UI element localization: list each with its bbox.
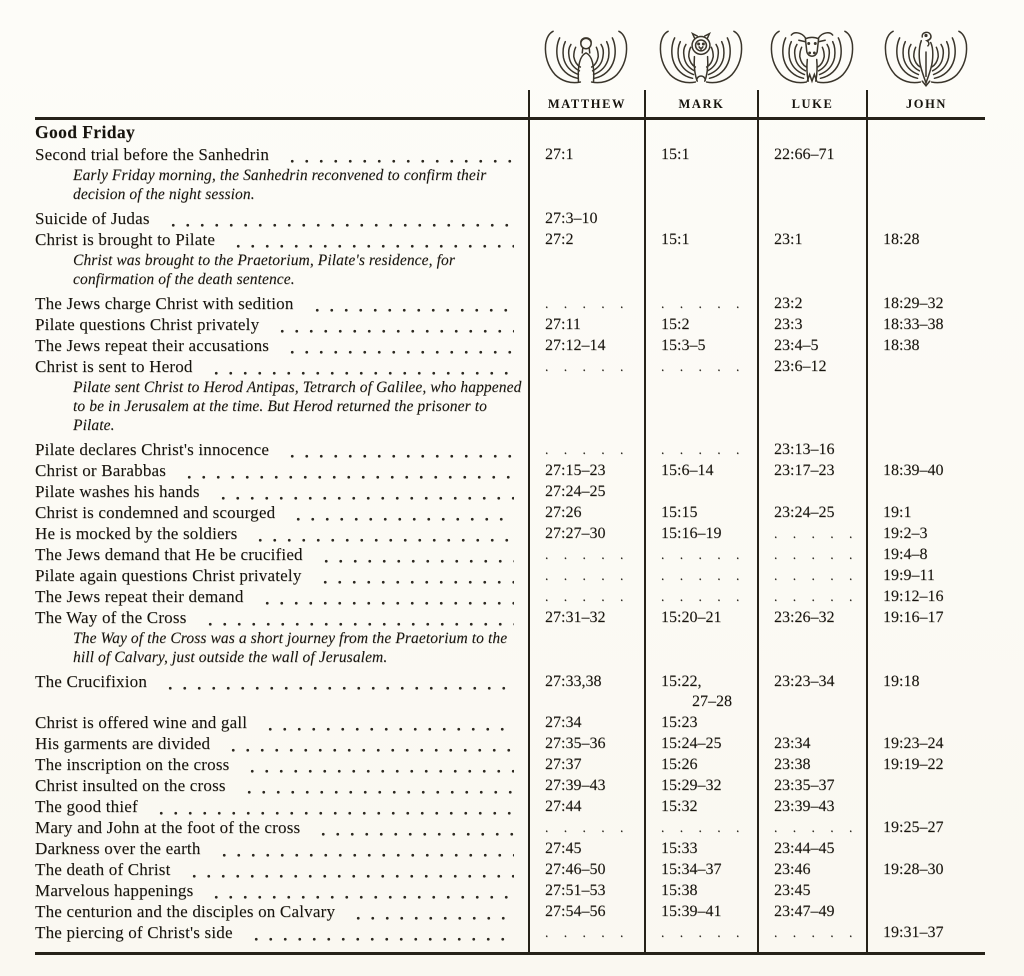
ref-john [866, 712, 985, 733]
event-title: His garments are divided [35, 734, 211, 753]
dot-leader [224, 733, 514, 754]
ref-john [866, 880, 985, 901]
ref-matthew: 27:24–25 [528, 481, 644, 502]
event-title: Christ or Barabbas [35, 461, 167, 480]
ref-luke: 23:3 [757, 314, 866, 335]
ref-matthew [528, 165, 644, 208]
ref-luke: 23:1 [757, 229, 866, 250]
dot-leader [261, 712, 514, 733]
ref-luke: 23:35–37 [757, 775, 866, 796]
ref-luke: 23:24–25 [757, 502, 866, 523]
ref-luke: 23:23–34 [757, 671, 866, 692]
evangelist-icons-row [35, 22, 985, 90]
event-title: Christ insulted on the cross [35, 776, 226, 795]
column-label-matthew: MATTHEW [528, 90, 644, 117]
ref-mark: 15:29–32 [644, 775, 757, 796]
event-title: Marvelous happenings [35, 881, 194, 900]
ref-matthew: . . . . . [528, 356, 644, 377]
event-title: The centurion and the disciples on Calvary [35, 902, 336, 921]
table-row [35, 628, 985, 671]
table-row [35, 880, 985, 901]
ref-luke [757, 208, 866, 229]
ref-matthew: 27:34 [528, 712, 644, 733]
ref-john [866, 838, 985, 859]
ref-john: 19:9–11 [866, 565, 985, 586]
event-title: The Jews charge Christ with sedition [35, 294, 294, 313]
ref-john [866, 165, 985, 208]
dot-leader [201, 607, 514, 628]
table-row [35, 712, 985, 733]
dot-leader [214, 481, 514, 502]
dot-leader [308, 293, 514, 314]
ref-john [866, 796, 985, 817]
ref-mark: 15:20–21 [644, 607, 757, 628]
event-title: Suicide of Judas [35, 209, 150, 228]
ref-john: 18:39–40 [866, 460, 985, 481]
dot-leader [316, 565, 514, 586]
column-label-luke: LUKE [757, 90, 866, 117]
gospel-harmony-table [35, 22, 985, 955]
event-title: The Way of the Cross [35, 608, 187, 627]
event-title: Darkness over the earth [35, 839, 201, 858]
dot-leader [283, 335, 514, 356]
ref-mark: . . . . . [644, 817, 757, 838]
ref-matthew: 27:31–32 [528, 607, 644, 628]
ref-john: 19:18 [866, 671, 985, 692]
table-row [35, 208, 985, 229]
table-row [35, 250, 985, 293]
winged-lion-icon [644, 29, 757, 90]
table-row [35, 859, 985, 880]
ref-mark [644, 120, 757, 144]
ref-john: 18:28 [866, 229, 985, 250]
table-row [35, 502, 985, 523]
dot-leader [289, 502, 514, 523]
ref-mark: 15:3–5 [644, 335, 757, 356]
ref-luke: 22:66–71 [757, 144, 866, 165]
ref-luke [757, 120, 866, 144]
ref-matthew [528, 120, 644, 144]
ref-matthew: 27:11 [528, 314, 644, 335]
ref-luke [757, 628, 866, 671]
ref-luke: 23:13–16 [757, 439, 866, 460]
ref-luke [757, 712, 866, 733]
ref-matthew: 27:35–36 [528, 733, 644, 754]
ref-john [866, 144, 985, 165]
table-row [35, 838, 985, 859]
ref-matthew: . . . . . [528, 586, 644, 607]
table-row [35, 775, 985, 796]
dot-leader [349, 901, 514, 922]
ref-mark: 15:15 [644, 502, 757, 523]
ref-mark: 15:1 [644, 229, 757, 250]
table-row [35, 314, 985, 335]
ref-mark: . . . . . [644, 586, 757, 607]
ref-john: 18:29–32 [866, 293, 985, 314]
event-title: Pilate declares Christ's innocence [35, 440, 270, 459]
event-title: The good thief [35, 797, 138, 816]
ref-john: 19:23–24 [866, 733, 985, 754]
table-row [35, 796, 985, 817]
ref-mark: 15:22, [644, 671, 757, 692]
ref-john [866, 692, 985, 712]
event-title: Mary and John at the foot of the cross [35, 818, 301, 837]
table-row [35, 901, 985, 922]
ref-john: 19:28–30 [866, 859, 985, 880]
table-footer-spacer [35, 943, 985, 952]
ref-mark: . . . . . [644, 439, 757, 460]
ref-matthew: 27:33,38 [528, 671, 644, 692]
ref-john: 19:12–16 [866, 586, 985, 607]
ref-mark: 15:38 [644, 880, 757, 901]
ref-mark: 15:34–37 [644, 859, 757, 880]
ref-john: 19:1 [866, 502, 985, 523]
dot-leader [207, 880, 514, 901]
ref-john [866, 120, 985, 144]
ref-john [866, 481, 985, 502]
table-frame [35, 120, 985, 955]
ref-matthew: 27:12–14 [528, 335, 644, 356]
ref-luke: 23:26–32 [757, 607, 866, 628]
note-text: Pilate sent Christ to Herod Antipas, Tetrarch of Galilee, who happened to be in Jerusalem at the time. But Herod returned the prisoner to Pilate. [73, 379, 522, 434]
ref-john [866, 356, 985, 377]
event-title: Pilate washes his hands [35, 482, 200, 501]
ref-luke [757, 165, 866, 208]
winged-man-icon [528, 29, 644, 90]
ref-luke: 23:4–5 [757, 335, 866, 356]
ref-luke: . . . . . [757, 817, 866, 838]
ref-mark: 15:23 [644, 712, 757, 733]
ref-matthew: . . . . . [528, 293, 644, 314]
dot-leader [229, 229, 514, 250]
event-title: The Jews repeat their accusations [35, 336, 270, 355]
ref-matthew: 27:45 [528, 838, 644, 859]
table-row [35, 229, 985, 250]
ref-mark: 15:24–25 [644, 733, 757, 754]
ref-matthew: 27:44 [528, 796, 644, 817]
event-title: The death of Christ [35, 860, 171, 879]
ref-john: 18:38 [866, 335, 985, 356]
dot-leader [283, 439, 514, 460]
dot-leader [180, 460, 514, 481]
column-label-john: JOHN [866, 90, 985, 117]
dot-leader [240, 775, 514, 796]
dot-leader [247, 922, 514, 943]
table-row [35, 120, 985, 144]
table-row [35, 692, 985, 712]
ref-mark: . . . . . [644, 565, 757, 586]
table-row [35, 544, 985, 565]
table-row [35, 671, 985, 692]
table-row [35, 733, 985, 754]
ref-matthew: . . . . . [528, 544, 644, 565]
ref-matthew: . . . . . [528, 565, 644, 586]
table-row [35, 481, 985, 502]
ref-luke: 23:38 [757, 754, 866, 775]
ref-mark: 15:6–14 [644, 460, 757, 481]
winged-ox-icon [757, 29, 866, 90]
ref-mark: 15:2 [644, 314, 757, 335]
section-title: Good Friday [35, 122, 136, 142]
ref-matthew: 27:15–23 [528, 460, 644, 481]
ref-matthew: 27:39–43 [528, 775, 644, 796]
dot-leader [273, 314, 514, 335]
event-title: The piercing of Christ's side [35, 923, 233, 942]
eagle-icon [866, 29, 985, 90]
ref-mark [644, 165, 757, 208]
ref-john: 18:33–38 [866, 314, 985, 335]
ref-matthew: 27:46–50 [528, 859, 644, 880]
table-body [35, 120, 985, 943]
dot-leader [207, 356, 514, 377]
ref-john: 19:4–8 [866, 544, 985, 565]
ref-mark [644, 628, 757, 671]
event-title: The Jews demand that He be crucified [35, 545, 303, 564]
ref-john: 19:16–17 [866, 607, 985, 628]
dot-leader [215, 838, 514, 859]
ref-john [866, 439, 985, 460]
ref-luke: . . . . . [757, 922, 866, 943]
event-title: Pilate questions Christ privately [35, 315, 260, 334]
ref-matthew [528, 377, 644, 439]
dot-leader [164, 208, 514, 229]
ref-matthew: 27:37 [528, 754, 644, 775]
ref-luke: . . . . . [757, 544, 866, 565]
ref-luke [757, 481, 866, 502]
ref-luke: 23:34 [757, 733, 866, 754]
ref-john [866, 377, 985, 439]
event-title: Second trial before the Sanhedrin [35, 145, 270, 164]
ref-john [866, 250, 985, 293]
ref-luke: . . . . . [757, 586, 866, 607]
table-row [35, 377, 985, 439]
ref-matthew: 27:27–30 [528, 523, 644, 544]
event-title: Christ is sent to Herod [35, 357, 193, 376]
ref-john [866, 775, 985, 796]
ref-mark: 15:33 [644, 838, 757, 859]
table-row [35, 356, 985, 377]
table-row [35, 293, 985, 314]
note-text: Christ was brought to the Praetorium, Pilate's residence, for confirmation of the death sentence. [73, 252, 455, 288]
column-label-mark: MARK [644, 90, 757, 117]
table-row [35, 439, 985, 460]
ref-mark: 15:1 [644, 144, 757, 165]
table-row [35, 607, 985, 628]
ref-mark [644, 250, 757, 293]
dot-leader [314, 817, 514, 838]
ref-luke [757, 377, 866, 439]
ref-matthew: 27:1 [528, 144, 644, 165]
ref-mark: 15:16–19 [644, 523, 757, 544]
table-row [35, 565, 985, 586]
dot-leader [251, 523, 514, 544]
ref-mark [644, 377, 757, 439]
ref-john [866, 208, 985, 229]
ref-luke: 23:39–43 [757, 796, 866, 817]
ref-john [866, 901, 985, 922]
ref-luke: . . . . . [757, 523, 866, 544]
table-row [35, 165, 985, 208]
dot-leader [152, 796, 514, 817]
ref-luke: 23:45 [757, 880, 866, 901]
table-row [35, 922, 985, 943]
note-text: Early Friday morning, the Sanhedrin reconvened to confirm their decision of the night session. [73, 167, 487, 203]
event-title: Christ is condemned and scourged [35, 503, 276, 522]
ref-mark: 15:26 [644, 754, 757, 775]
ref-mark: . . . . . [644, 293, 757, 314]
ref-mark [644, 481, 757, 502]
dot-leader [317, 544, 514, 565]
ref-mark: 27–28 [644, 692, 757, 712]
event-title: He is mocked by the soldiers [35, 524, 238, 543]
ref-matthew: . . . . . [528, 817, 644, 838]
ref-luke [757, 692, 866, 712]
ref-matthew: 27:26 [528, 502, 644, 523]
ref-matthew: 27:3–10 [528, 208, 644, 229]
event-title: The inscription on the cross [35, 755, 230, 774]
dot-leader [283, 144, 514, 165]
event-title: The Jews repeat their demand [35, 587, 244, 606]
ref-john [866, 628, 985, 671]
event-title: Pilate again questions Christ privately [35, 566, 302, 585]
dot-leader [258, 586, 514, 607]
ref-matthew [528, 692, 644, 712]
dot-leader [161, 671, 514, 692]
note-text: The Way of the Cross was a short journey from the Praetorium to the hill of Calvary, just outside the wall of Jerusalem. [73, 630, 508, 666]
ref-luke [757, 250, 866, 293]
event-title: Christ is brought to Pilate [35, 230, 216, 249]
table-row [35, 523, 985, 544]
ref-luke: 23:47–49 [757, 901, 866, 922]
ref-john: 19:31–37 [866, 922, 985, 943]
ref-matthew: . . . . . [528, 439, 644, 460]
table-row [35, 586, 985, 607]
ref-luke: 23:46 [757, 859, 866, 880]
ref-mark: 15:32 [644, 796, 757, 817]
dot-leader [243, 754, 514, 775]
ref-mark: . . . . . [644, 922, 757, 943]
ref-matthew: . . . . . [528, 922, 644, 943]
ref-john: 19:19–22 [866, 754, 985, 775]
ref-mark: . . . . . [644, 356, 757, 377]
ref-john: 19:25–27 [866, 817, 985, 838]
ref-matthew: 27:54–56 [528, 901, 644, 922]
ref-mark: . . . . . [644, 544, 757, 565]
table-row [35, 335, 985, 356]
event-title: The Crucifixion [35, 672, 148, 691]
table-row [35, 817, 985, 838]
ref-luke: . . . . . [757, 565, 866, 586]
column-labels-row [35, 90, 985, 120]
event-title: Christ is offered wine and gall [35, 713, 248, 732]
table-row [35, 754, 985, 775]
ref-matthew: 27:2 [528, 229, 644, 250]
ref-mark [644, 208, 757, 229]
ref-mark: 15:39–41 [644, 901, 757, 922]
table-row [35, 144, 985, 165]
ref-john: 19:2–3 [866, 523, 985, 544]
ref-luke: 23:2 [757, 293, 866, 314]
ref-luke: 23:6–12 [757, 356, 866, 377]
table-row [35, 460, 985, 481]
ref-matthew [528, 250, 644, 293]
ref-matthew: 27:51–53 [528, 880, 644, 901]
dot-leader [185, 859, 514, 880]
ref-luke: 23:17–23 [757, 460, 866, 481]
ref-luke: 23:44–45 [757, 838, 866, 859]
ref-matthew [528, 628, 644, 671]
